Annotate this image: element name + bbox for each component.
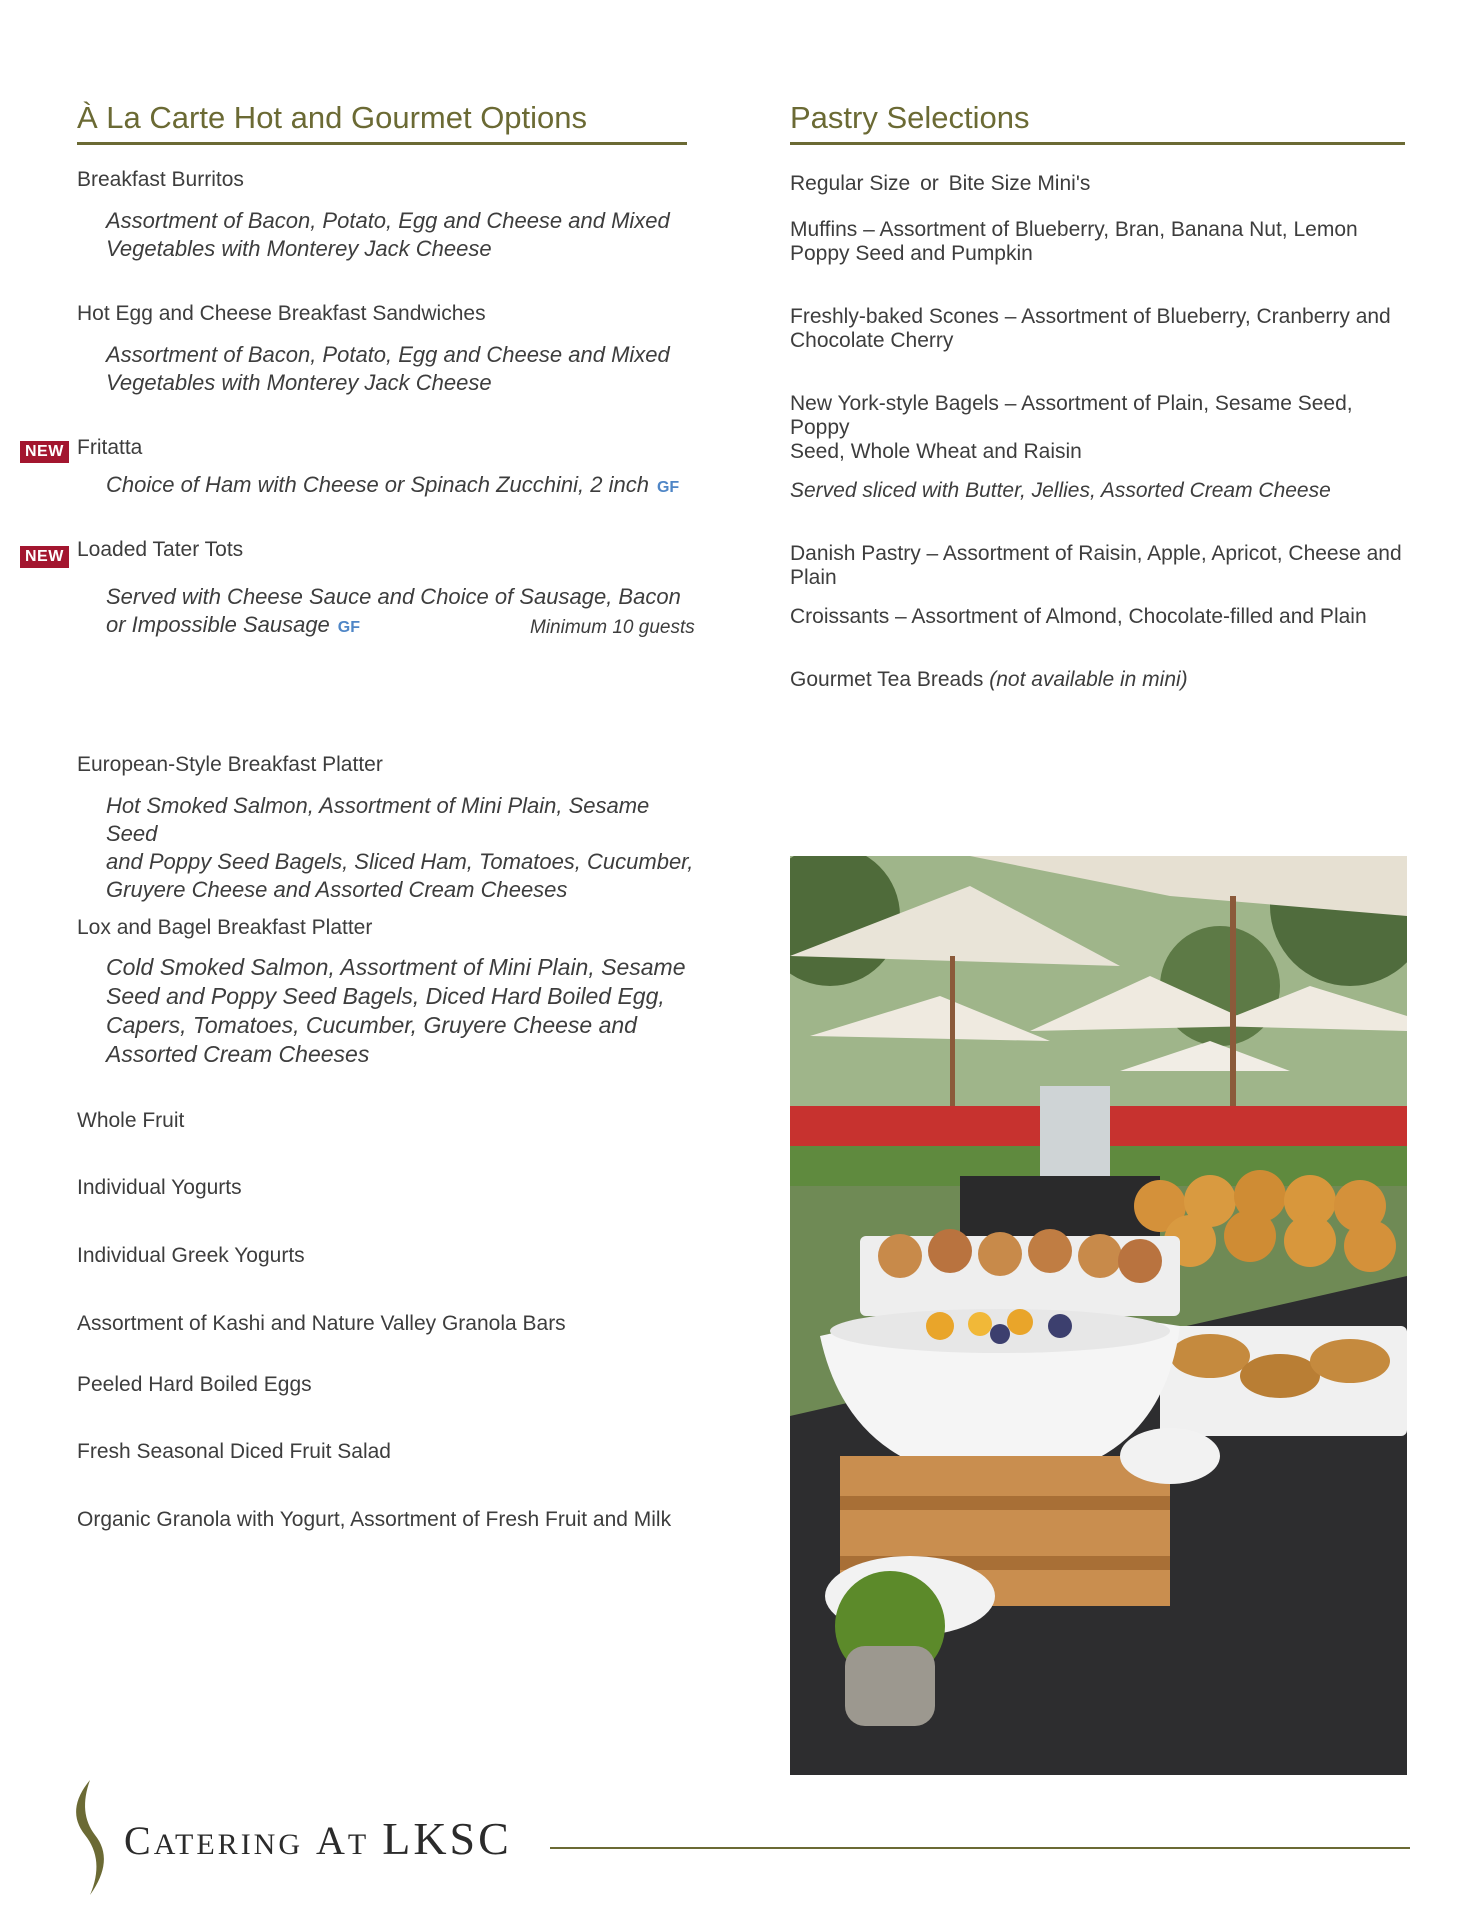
new-badge: NEW — [20, 441, 69, 463]
logo-lksc: LKSC — [382, 1813, 512, 1864]
buffet-photo — [790, 856, 1407, 1775]
desc-line: Assortment of Bacon, Potato, Egg and Cheese and Mixed — [106, 342, 670, 367]
new-badge: NEW — [20, 546, 69, 568]
item-european-platter: European-Style Breakfast Platter — [77, 753, 383, 776]
desc-line: Assorted Cream Cheeses — [106, 1041, 370, 1067]
logo-letter: A — [316, 1818, 348, 1863]
item-scones — [790, 305, 1410, 353]
desc-line: Cold Smoked Salmon, Assortment of Mini Plain, Sesame — [106, 954, 686, 980]
text-line: New York-style Bagels – Assortment of Plain, Sesame Seed, Poppy — [790, 392, 1353, 439]
desc-line: Gruyere Cheese and Assorted Cream Cheeses — [106, 877, 568, 902]
tea-breads-note: (not available in mini) — [989, 668, 1188, 691]
right-column-header — [790, 100, 1405, 145]
left-column-header — [77, 100, 687, 145]
item-granola-bars: Assortment of Kashi and Nature Valley Granola Bars — [77, 1312, 566, 1335]
text-line: Poppy Seed and Pumpkin — [790, 242, 1033, 265]
bagels-served-note: Served sliced with Butter, Jellies, Assorted Cream Cheese — [790, 479, 1331, 502]
footer-rule — [550, 1847, 1410, 1849]
item-croissants: Croissants – Assortment of Almond, Chocolate-filled and Plain — [790, 605, 1367, 628]
desc-line: Seed and Poppy Seed Bagels, Diced Hard Boiled Egg, — [106, 983, 665, 1009]
size-regular: Regular Size — [790, 172, 911, 195]
logo-swoosh-icon — [60, 1775, 120, 1900]
minimum-guests-note: Minimum 10 guests — [530, 617, 695, 638]
tea-breads-label: Gourmet Tea Breads — [790, 668, 984, 691]
section-title-pastry: Pastry Selections — [790, 100, 1405, 145]
item-bagels — [790, 392, 1410, 464]
item-hard-boiled-eggs: Peeled Hard Boiled Eggs — [77, 1373, 312, 1396]
item-loaded-tater-tots: Loaded Tater Tots — [77, 538, 244, 561]
item-egg-cheese-sandwiches: Hot Egg and Cheese Breakfast Sandwiches — [77, 302, 486, 325]
item-organic-granola: Organic Granola with Yogurt, Assortment of Fresh Fruit and Milk — [77, 1508, 672, 1531]
text-line: Freshly-baked Scones – Assortment of Blueberry, Cranberry and — [790, 305, 1391, 328]
desc-line: Assortment of Bacon, Potato, Egg and Cheese and Mixed — [106, 208, 670, 233]
item-breakfast-burritos: Breakfast Burritos — [77, 168, 244, 191]
item-lox-bagel-platter: Lox and Bagel Breakfast Platter — [77, 916, 373, 939]
item-individual-yogurts: Individual Yogurts — [77, 1176, 242, 1199]
desc-line: and Poppy Seed Bagels, Sliced Ham, Tomatoes, Cucumber, — [106, 849, 694, 874]
item-muffins — [790, 218, 1410, 266]
logo-wordmark — [124, 1812, 512, 1865]
item-tea-breads — [790, 668, 1410, 692]
text-line: Seed, Whole Wheat and Raisin — [790, 440, 1082, 463]
item-greek-yogurts: Individual Greek Yogurts — [77, 1244, 305, 1267]
item-egg-cheese-sandwiches-desc — [106, 341, 696, 397]
gluten-free-tag: GF — [656, 479, 680, 496]
desc-line: Hot Smoked Salmon, Assortment of Mini Plain, Sesame Seed — [106, 793, 650, 846]
item-fritatta-desc — [106, 471, 696, 502]
text-line: Chocolate Cherry — [790, 329, 954, 352]
text-line: Muffins – Assortment of Blueberry, Bran, Banana Nut, Lemon — [790, 218, 1358, 241]
item-fritatta: Fritatta — [77, 436, 143, 459]
size-options — [790, 172, 1410, 196]
gluten-free-tag: GF — [337, 619, 361, 636]
item-breakfast-burritos-desc — [106, 207, 696, 263]
desc-line: Capers, Tomatoes, Cucumber, Gruyere Cheese and — [106, 1012, 637, 1038]
logo-letters: T — [347, 1828, 370, 1861]
item-whole-fruit: Whole Fruit — [77, 1109, 185, 1132]
desc-line: Vegetables with Monterey Jack Cheese — [106, 236, 492, 261]
desc-line: Served with Cheese Sauce and Choice of Sausage, Bacon — [106, 584, 681, 609]
buffet-photo-illustration — [790, 856, 1407, 1775]
item-european-platter-desc — [106, 792, 696, 904]
item-lox-bagel-platter-desc — [106, 953, 696, 1069]
size-mini: Bite Size Mini's — [948, 172, 1091, 195]
desc-line: Choice of Ham with Cheese or Spinach Zucchini, 2 inch — [106, 472, 649, 497]
desc-line: or Impossible Sausage — [106, 612, 330, 637]
item-danish: Danish Pastry – Assortment of Raisin, Apple, Apricot, Cheese and Plain — [790, 542, 1402, 589]
item-fruit-salad: Fresh Seasonal Diced Fruit Salad — [77, 1440, 391, 1463]
size-or: or — [920, 172, 939, 195]
logo-letters: ATERING — [153, 1828, 304, 1861]
logo-letter: C — [124, 1818, 154, 1863]
desc-line: Vegetables with Monterey Jack Cheese — [106, 370, 492, 395]
section-title-hot-options: À La Carte Hot and Gourmet Options — [77, 100, 687, 145]
